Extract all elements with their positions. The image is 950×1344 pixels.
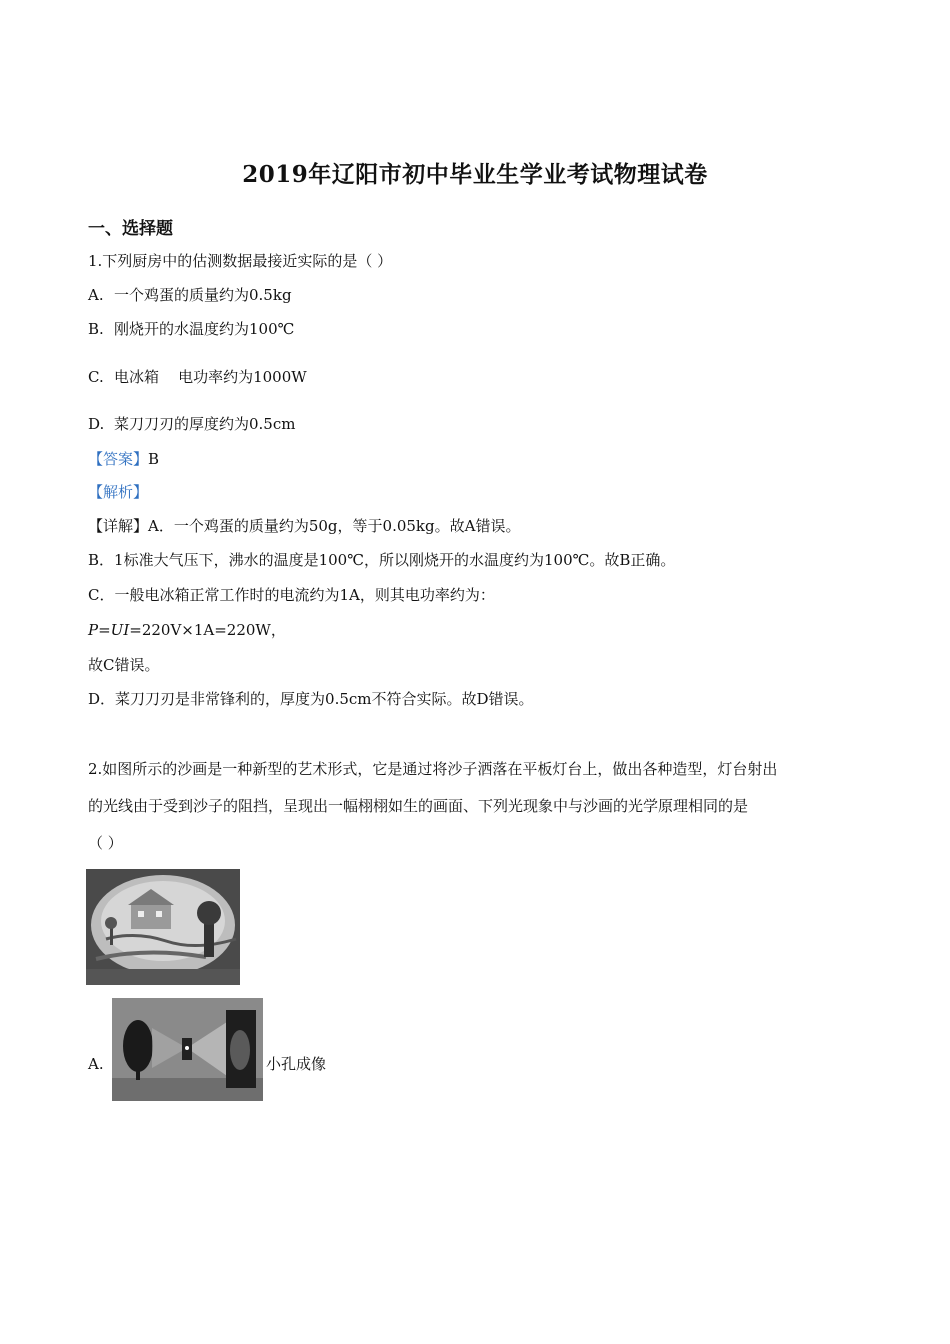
q1-detail-b: B．1标准大气压下，沸水的温度是100℃，所以刚烧开的水温度约为100℃。故B正确。	[88, 551, 676, 569]
answer-value: B	[148, 450, 160, 468]
detail-label: 【详解】	[88, 517, 149, 535]
q1-detail-c: C．一般电冰箱正常工作时的电流约为1A，则其电功率约为：	[88, 586, 495, 604]
q2-stem-line1: 2.如图所示的沙画是一种新型的艺术形式，它是通过将沙子洒落在平板灯台上，做出各种造型，灯台射出	[88, 760, 778, 778]
q1-option-b	[88, 318, 294, 340]
q2-stem-line3: （ ）	[88, 834, 123, 852]
option-text: 一个鸡蛋的质量约为0.5kg	[114, 286, 292, 304]
pinhole-imaging-image	[112, 998, 263, 1101]
q1-option-c	[88, 366, 307, 388]
q1-stem: 1.下列厨房中的估测数据最接近实际的是（ ）	[88, 252, 393, 270]
option-letter: B.	[88, 320, 104, 338]
formula-ui: UI	[110, 621, 130, 639]
page-title: 2019年辽阳市初中毕业生学业考试物理试卷	[242, 161, 708, 188]
sand-painting-illustration	[86, 869, 240, 985]
q1-answer	[88, 448, 159, 470]
q1-option-d	[88, 413, 295, 435]
q1-option-a	[88, 284, 292, 306]
q2-option-a-letter: A.	[88, 1055, 104, 1073]
q1-detail-a	[88, 515, 520, 537]
option-text: 电冰箱 电功率约为1000W	[114, 368, 307, 386]
formula-rest: =220V×1A=220W，	[129, 621, 286, 639]
option-letter: C.	[88, 368, 104, 386]
detail-text: A．一个鸡蛋的质量约为50g，等于0.05kg。故A错误。	[148, 517, 521, 535]
pinhole-illustration	[112, 998, 263, 1101]
section-heading: 一、选择题	[88, 219, 173, 239]
analysis-label: 【解析】	[88, 483, 149, 501]
q1-analysis	[88, 481, 148, 503]
q1-formula	[88, 619, 286, 641]
formula-p: P	[88, 621, 99, 639]
option-text: 菜刀刀刃的厚度约为0.5cm	[114, 415, 296, 433]
sand-painting-image	[86, 869, 240, 985]
option-letter: A.	[88, 286, 104, 304]
q1-detail-d: D．菜刀刀刃是非常锋利的，厚度为0.5cm不符合实际。故D错误。	[88, 690, 534, 708]
q1-detail-c-end: 故C错误。	[88, 656, 160, 674]
option-letter: D.	[88, 415, 105, 433]
q2-stem-line2: 的光线由于受到沙子的阻挡，呈现出一幅栩栩如生的画面、下列光现象中与沙画的光学原理相同的是	[88, 797, 749, 815]
q2-option-a-text: 小孔成像	[266, 1055, 327, 1073]
formula-eq: =	[98, 621, 111, 639]
option-text: 刚烧开的水温度约为100℃	[114, 320, 295, 338]
answer-label: 【答案】	[88, 450, 149, 468]
